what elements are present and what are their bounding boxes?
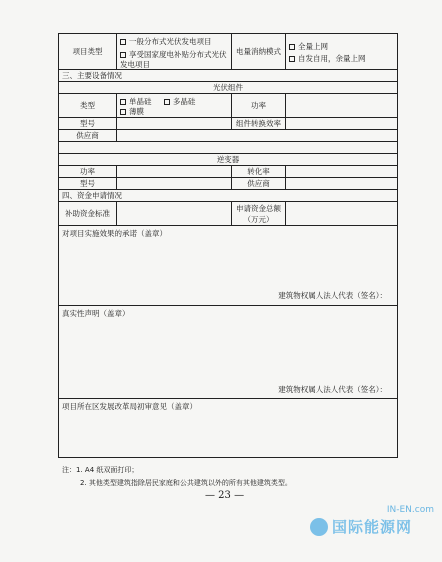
authenticity-block [59,306,397,399]
inverter-model-field[interactable] [117,178,232,189]
pv-type-thin-film[interactable]: 薄膜 [120,107,228,117]
inverter-power-row [59,166,397,178]
authenticity-label: 真实性声明（盖章） [62,309,130,318]
project-type-row [59,34,397,70]
checkbox-icon[interactable] [164,99,170,105]
pv-supplier-row [59,130,397,142]
checkbox-icon[interactable] [120,52,126,58]
checkbox-icon[interactable] [289,56,295,62]
pv-supplier-label: 供应商 [59,130,117,141]
pv-power-label: 功率 [232,94,286,117]
project-type-options [117,34,232,69]
checkbox-icon[interactable] [120,109,126,115]
watermark-logo [290,505,440,555]
inverter-heading: 逆变器 [59,154,397,166]
inverter-model-row [59,178,397,190]
funds-total-field[interactable] [286,202,399,225]
pv-supplier-field[interactable] [117,130,399,141]
consumption-option-full[interactable]: 全量上网 [289,42,396,52]
inverter-conversion-label: 转化率 [232,166,286,177]
project-type-label: 项目类型 [59,34,117,69]
pv-type-poly[interactable]: 多晶硅 [164,97,196,106]
pv-model-label: 型号 [59,118,117,129]
footnote-2: 2. 其他类型建筑指除居民家庭和公共建筑以外的所有其他建筑类型。 [80,479,292,487]
footnote-1: 注：1. A4 纸双面打印； [62,466,139,474]
review-block [59,399,397,457]
consumption-option-self[interactable]: 自发自用，余量上网 [289,54,396,64]
section-4-heading: 四、资金申请情况 [59,190,397,202]
consumption-mode-label: 电量消纳模式 [232,34,286,69]
inverter-conversion-field[interactable] [286,166,399,177]
pv-model-row [59,118,397,130]
pv-type-mono[interactable]: 单晶硅 [120,97,152,106]
pv-power-field[interactable] [286,94,399,117]
project-type-option-subsidy[interactable]: 享受国家度电补贴分布式光伏发电项目 [120,50,227,69]
inverter-supplier-field[interactable] [286,178,399,189]
pv-module-heading: 光伏组件 [59,82,397,94]
checkbox-icon[interactable] [289,44,295,50]
commitment-signature-label: 建筑物权属人法人代表（签名）： [278,291,387,300]
inverter-model-label: 型号 [59,178,117,189]
pv-model-field[interactable] [117,118,232,129]
funds-row [59,202,397,226]
authenticity-signature-label: 建筑物权属人法人代表（签名）： [278,385,387,394]
consumption-mode-options [286,34,399,69]
pv-type-label: 类型 [59,94,117,117]
checkbox-icon[interactable] [120,39,126,45]
watermark-brand: 国际能源网 [332,518,413,536]
commitment-label: 对项目实施效果的承诺（盖章） [62,229,167,238]
funds-standard-label: 补助资金标准 [59,202,117,225]
project-type-option-general[interactable]: 一般分布式光伏发电项目 [120,37,228,47]
application-form-table [58,33,398,458]
funds-total-label: 申请资金总额 （万元） [232,202,286,225]
section-3-heading: 三、主要设备情况 [59,70,397,82]
review-label: 项目所在区发展改革局初审意见（盖章） [62,402,197,411]
blank-row [59,142,397,154]
funds-standard-field[interactable] [117,202,232,225]
watermark-url: IN-EN.com [386,505,434,515]
pv-type-options [117,94,232,117]
checkbox-icon[interactable] [120,99,126,105]
commitment-block [59,226,397,306]
pv-type-row [59,94,397,118]
inverter-power-field[interactable] [117,166,232,177]
pv-efficiency-label: 组件转换效率 [232,118,286,129]
page-number: — 23 — [205,490,245,501]
globe-icon [310,518,328,536]
inverter-supplier-label: 供应商 [232,178,286,189]
pv-efficiency-field[interactable] [286,118,399,129]
inverter-power-label: 功率 [59,166,117,177]
